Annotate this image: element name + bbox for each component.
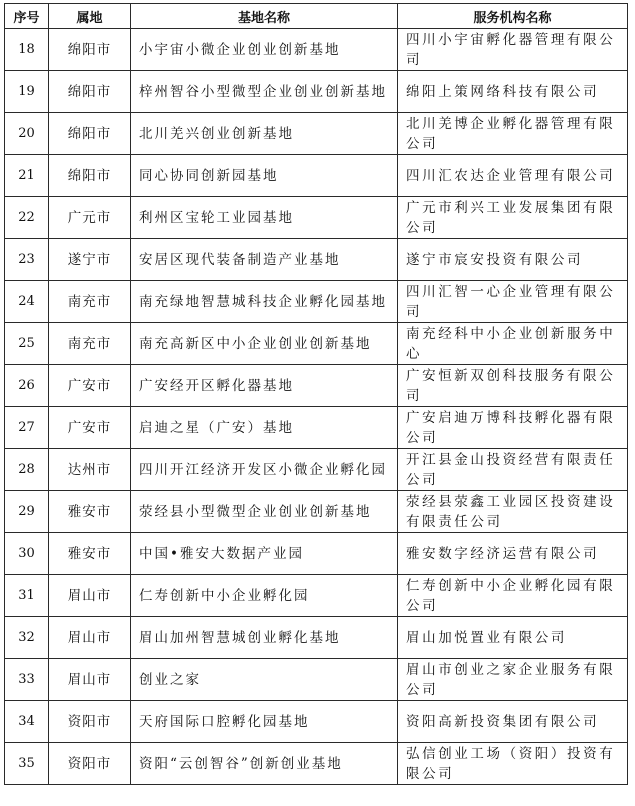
cell-index: 35 — [5, 743, 49, 785]
table-row — [5, 575, 628, 617]
cell-base-name: 资阳“云创智谷”创新创业基地 — [131, 743, 398, 785]
cell-region: 绵阳市 — [49, 113, 131, 155]
table-header — [5, 4, 628, 29]
table-row — [5, 281, 628, 323]
cell-region: 广安市 — [49, 365, 131, 407]
cell-region: 广安市 — [49, 407, 131, 449]
cell-base-name: 安居区现代装备制造产业基地 — [131, 239, 398, 281]
cell-base-name: 梓州智谷小型微型企业创业创新基地 — [131, 71, 398, 113]
table-row — [5, 71, 628, 113]
table-row — [5, 449, 628, 491]
header-region: 属地 — [49, 4, 131, 29]
cell-service-org: 广安启迪万博科技孵化器有限公司 — [398, 407, 628, 449]
cell-index: 34 — [5, 701, 49, 743]
cell-base-name: 天府国际口腔孵化园基地 — [131, 701, 398, 743]
header-service-org: 服务机构名称 — [398, 4, 628, 29]
cell-base-name: 创业之家 — [131, 659, 398, 701]
cell-index: 20 — [5, 113, 49, 155]
cell-base-name: 南充高新区中小企业创业创新基地 — [131, 323, 398, 365]
cell-region: 资阳市 — [49, 743, 131, 785]
cell-region: 广元市 — [49, 197, 131, 239]
cell-index: 24 — [5, 281, 49, 323]
cell-service-org: 四川汇智一心企业管理有限公司 — [398, 281, 628, 323]
cell-region: 资阳市 — [49, 701, 131, 743]
cell-region: 雅安市 — [49, 491, 131, 533]
cell-region: 绵阳市 — [49, 155, 131, 197]
cell-base-name: 小宇宙小微企业创业创新基地 — [131, 29, 398, 71]
cell-service-org: 荥经县荥鑫工业园区投资建设有限责任公司 — [398, 491, 628, 533]
table-row — [5, 365, 628, 407]
cell-base-name: 仁寿创新中小企业孵化园 — [131, 575, 398, 617]
cell-index: 19 — [5, 71, 49, 113]
table-body — [5, 29, 628, 785]
cell-base-name: 启迪之星（广安）基地 — [131, 407, 398, 449]
cell-base-name: 南充绿地智慧城科技企业孵化园基地 — [131, 281, 398, 323]
cell-region: 遂宁市 — [49, 239, 131, 281]
cell-region: 雅安市 — [49, 533, 131, 575]
table-row — [5, 659, 628, 701]
cell-index: 29 — [5, 491, 49, 533]
table-row — [5, 155, 628, 197]
cell-base-name: 中国•雅安大数据产业园 — [131, 533, 398, 575]
cell-service-org: 遂宁市宸安投资有限公司 — [398, 239, 628, 281]
cell-index: 23 — [5, 239, 49, 281]
cell-index: 30 — [5, 533, 49, 575]
cell-service-org: 弘信创业工场（资阳）投资有限公司 — [398, 743, 628, 785]
header-base-name: 基地名称 — [131, 4, 398, 29]
table-row — [5, 113, 628, 155]
cell-region: 南充市 — [49, 323, 131, 365]
cell-service-org: 广安恒新双创科技服务有限公司 — [398, 365, 628, 407]
table-row — [5, 407, 628, 449]
cell-service-org: 开江县金山投资经营有限责任公司 — [398, 449, 628, 491]
table-row — [5, 491, 628, 533]
incubation-base-table — [4, 3, 628, 785]
cell-index: 33 — [5, 659, 49, 701]
cell-index: 31 — [5, 575, 49, 617]
cell-service-org: 雅安数字经济运营有限公司 — [398, 533, 628, 575]
cell-service-org: 广元市利兴工业发展集团有限公司 — [398, 197, 628, 239]
header-row — [5, 4, 628, 29]
cell-region: 南充市 — [49, 281, 131, 323]
cell-index: 27 — [5, 407, 49, 449]
cell-region: 绵阳市 — [49, 29, 131, 71]
cell-region: 眉山市 — [49, 617, 131, 659]
header-index: 序号 — [5, 4, 49, 29]
cell-region: 眉山市 — [49, 575, 131, 617]
cell-index: 26 — [5, 365, 49, 407]
cell-region: 绵阳市 — [49, 71, 131, 113]
cell-service-org: 四川小宇宙孵化器管理有限公司 — [398, 29, 628, 71]
cell-index: 32 — [5, 617, 49, 659]
cell-base-name: 同心协同创新园基地 — [131, 155, 398, 197]
cell-index: 25 — [5, 323, 49, 365]
cell-index: 22 — [5, 197, 49, 239]
cell-service-org: 四川汇农达企业管理有限公司 — [398, 155, 628, 197]
cell-service-org: 绵阳上策网络科技有限公司 — [398, 71, 628, 113]
table-row — [5, 701, 628, 743]
table-row — [5, 533, 628, 575]
document-page — [4, 3, 628, 785]
cell-service-org: 眉山加悦置业有限公司 — [398, 617, 628, 659]
cell-service-org: 眉山市创业之家企业服务有限公司 — [398, 659, 628, 701]
cell-index: 21 — [5, 155, 49, 197]
cell-region: 眉山市 — [49, 659, 131, 701]
cell-service-org: 资阳高新投资集团有限公司 — [398, 701, 628, 743]
cell-base-name: 眉山加州智慧城创业孵化基地 — [131, 617, 398, 659]
table-row — [5, 197, 628, 239]
cell-service-org: 仁寿创新中小企业孵化园有限公司 — [398, 575, 628, 617]
cell-base-name: 广安经开区孵化器基地 — [131, 365, 398, 407]
cell-index: 18 — [5, 29, 49, 71]
cell-region: 达州市 — [49, 449, 131, 491]
cell-base-name: 四川开江经济开发区小微企业孵化园 — [131, 449, 398, 491]
table-row — [5, 323, 628, 365]
cell-base-name: 荥经县小型微型企业创业创新基地 — [131, 491, 398, 533]
cell-base-name: 利州区宝轮工业园基地 — [131, 197, 398, 239]
table-row — [5, 743, 628, 785]
cell-service-org: 北川羌博企业孵化器管理有限公司 — [398, 113, 628, 155]
cell-service-org: 南充经科中小企业创新服务中心 — [398, 323, 628, 365]
cell-base-name: 北川羌兴创业创新基地 — [131, 113, 398, 155]
table-row — [5, 239, 628, 281]
table-row — [5, 617, 628, 659]
table-row — [5, 29, 628, 71]
cell-index: 28 — [5, 449, 49, 491]
